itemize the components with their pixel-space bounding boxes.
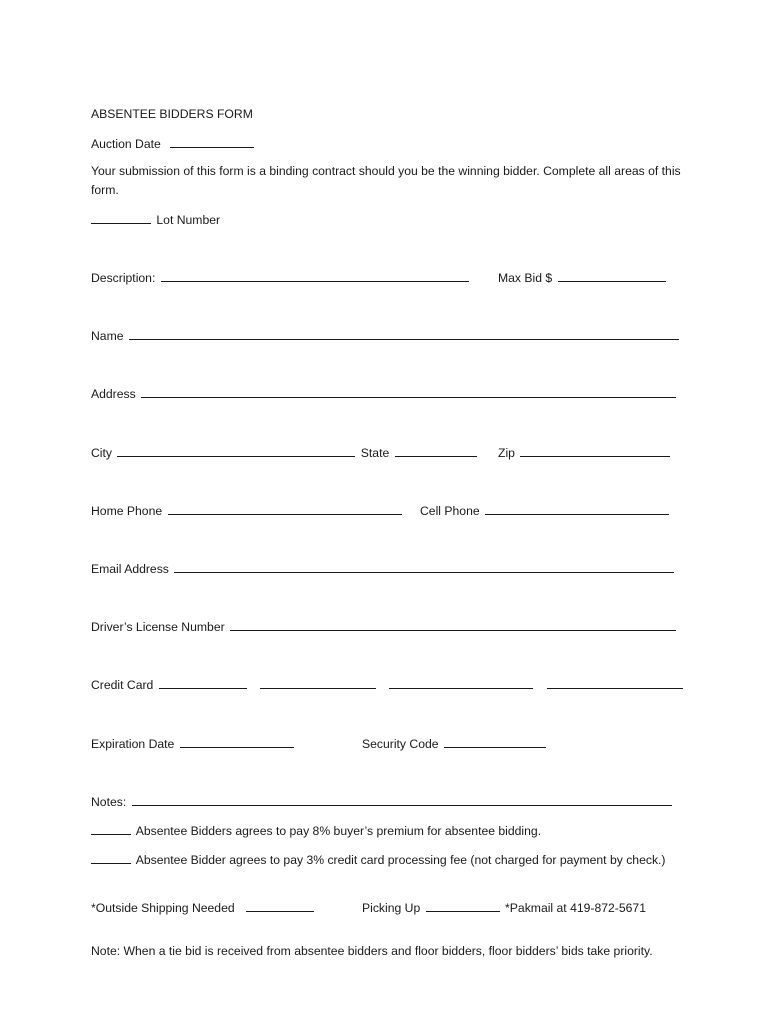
address-field[interactable] bbox=[141, 385, 676, 398]
security-code-row bbox=[362, 735, 548, 752]
email-row bbox=[91, 560, 676, 577]
premium-text: Absentee Bidders agrees to pay 8% buyer’s premium for absentee bidding. bbox=[135, 824, 542, 838]
premium-row bbox=[91, 822, 541, 839]
fee-text: Absentee Bidder agrees to pay 3% credit card processing fee (not charged for payment by check.) bbox=[135, 853, 666, 867]
credit-card-row bbox=[91, 676, 685, 693]
shipping-field[interactable] bbox=[246, 899, 314, 912]
intro-text: Your submission of this form is a binding contract should you be the winning bidder. Complete all areas of this form. bbox=[91, 164, 681, 197]
lot-number-row bbox=[91, 211, 220, 228]
auction-date-label: Auction Date bbox=[91, 137, 161, 151]
fee-initial-field[interactable] bbox=[91, 851, 131, 864]
expiration-field[interactable] bbox=[180, 735, 294, 748]
description-label: Description: bbox=[91, 271, 156, 285]
credit-card-field-3[interactable] bbox=[389, 676, 533, 689]
city-row bbox=[91, 444, 479, 461]
pakmail-text: *Pakmail at 419-872-5671 bbox=[505, 901, 646, 915]
home-phone-field[interactable] bbox=[168, 502, 402, 515]
premium-initial-field[interactable] bbox=[91, 822, 131, 835]
email-field[interactable] bbox=[174, 560, 674, 573]
auction-date-row bbox=[91, 135, 256, 152]
drivers-license-row bbox=[91, 618, 678, 635]
max-bid-row bbox=[498, 269, 668, 286]
credit-card-field-1[interactable] bbox=[159, 676, 247, 689]
fee-row bbox=[91, 851, 691, 870]
cell-phone-row bbox=[420, 502, 671, 519]
description-field[interactable] bbox=[161, 269, 469, 282]
expiration-label: Expiration Date bbox=[91, 737, 175, 751]
zip-label: Zip bbox=[498, 446, 515, 460]
state-field[interactable] bbox=[395, 444, 477, 457]
credit-card-label: Credit Card bbox=[91, 678, 154, 692]
picking-up-field[interactable] bbox=[426, 899, 500, 912]
home-phone-row bbox=[91, 502, 404, 519]
name-label: Name bbox=[91, 329, 124, 343]
picking-up-row bbox=[362, 899, 646, 916]
city-field[interactable] bbox=[117, 444, 355, 457]
name-row bbox=[91, 327, 681, 344]
credit-card-field-2[interactable] bbox=[260, 676, 376, 689]
notes-row bbox=[91, 793, 674, 810]
city-label: City bbox=[91, 446, 112, 460]
credit-card-field-4[interactable] bbox=[547, 676, 683, 689]
state-label: State bbox=[360, 446, 390, 460]
name-field[interactable] bbox=[129, 327, 679, 340]
drivers-license-field[interactable] bbox=[230, 618, 676, 631]
security-code-label: Security Code bbox=[362, 737, 439, 751]
zip-field[interactable] bbox=[520, 444, 670, 457]
max-bid-field[interactable] bbox=[558, 269, 666, 282]
form-title: ABSENTEE BIDDERS FORM bbox=[91, 107, 253, 121]
security-code-field[interactable] bbox=[444, 735, 546, 748]
expiration-row bbox=[91, 735, 296, 752]
notes-label: Notes: bbox=[91, 795, 127, 809]
home-phone-label: Home Phone bbox=[91, 504, 163, 518]
picking-up-label: Picking Up bbox=[362, 901, 421, 915]
max-bid-label: Max Bid $ bbox=[498, 271, 553, 285]
lot-number-label: Lot Number bbox=[156, 213, 221, 227]
zip-row bbox=[498, 444, 672, 461]
auction-date-field[interactable] bbox=[170, 135, 254, 148]
cell-phone-field[interactable] bbox=[485, 502, 669, 515]
cell-phone-label: Cell Phone bbox=[420, 504, 480, 518]
tie-bid-note: Note: When a tie bid is received from absentee bidders and floor bidders, floor bidders’ bids take priority. bbox=[91, 944, 653, 958]
notes-field[interactable] bbox=[132, 793, 672, 806]
shipping-row bbox=[91, 899, 316, 916]
email-label: Email Address bbox=[91, 562, 169, 576]
description-row bbox=[91, 269, 471, 286]
address-label: Address bbox=[91, 387, 136, 401]
shipping-label: *Outside Shipping Needed bbox=[91, 901, 235, 915]
lot-number-field[interactable] bbox=[91, 211, 151, 224]
address-row bbox=[91, 385, 678, 402]
drivers-license-label: Driver’s License Number bbox=[91, 620, 225, 634]
